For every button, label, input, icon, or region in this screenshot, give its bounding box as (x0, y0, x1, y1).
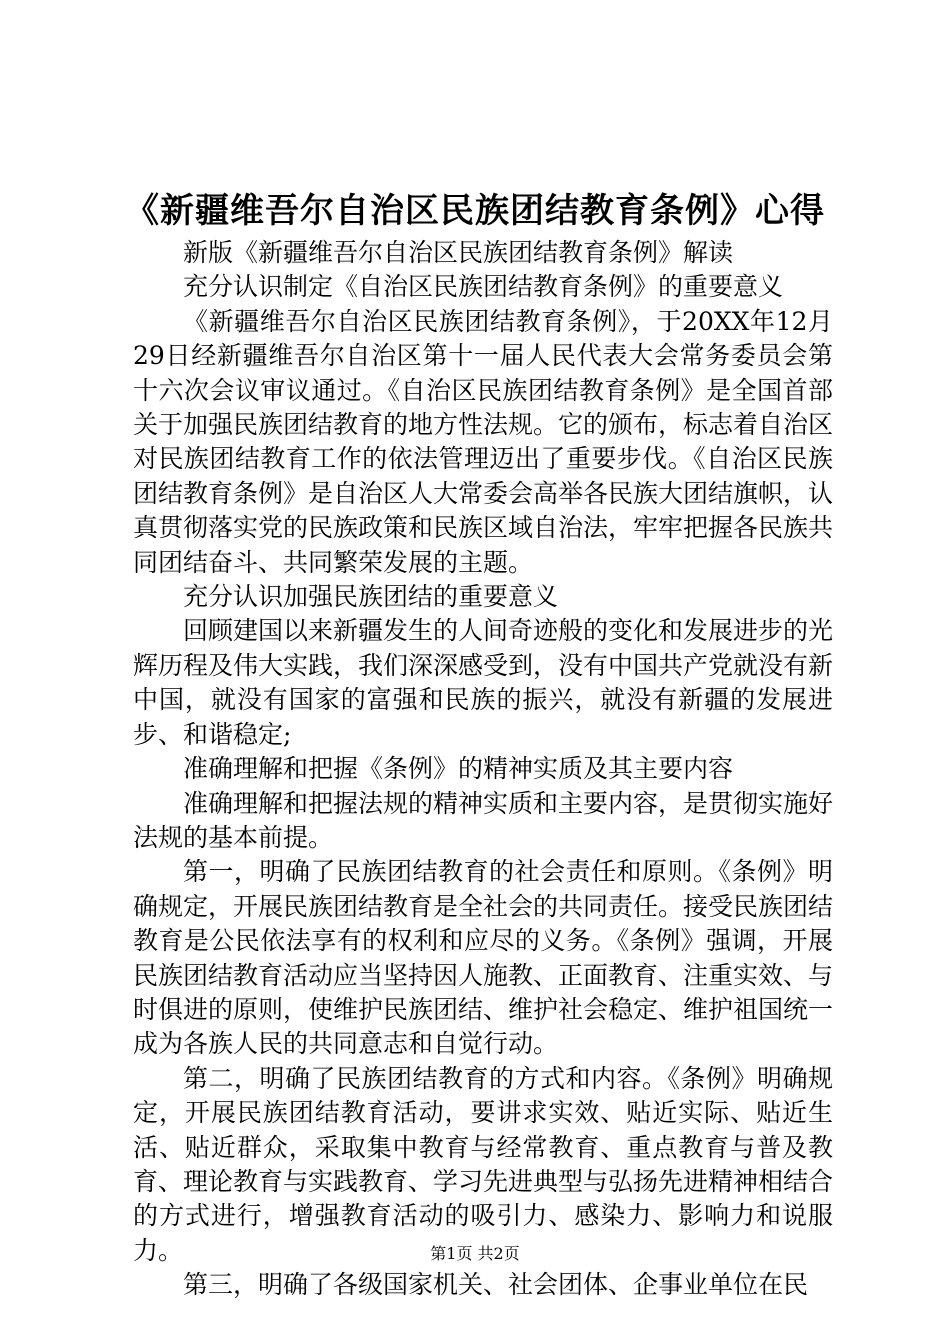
paragraph: 第二，明确了民族团结教育的方式和内容。《条例》明确规定，开展民族团结教育活动，要讲求实效、贴近实际、贴近生活、贴近群众，采取集中教育与经常教育、重点教育与普及教育、理论教育与实践教育、学习先进典型与弘扬先进精神相结合的方式进行，增强教育活动的吸引力、感染力、影响力和说服力。 (133, 1063, 834, 1265)
paragraph-heading: 充分认识加强民族团结的重要意义 (183, 582, 559, 612)
paragraph: 《新疆维吾尔自治区民族团结教育条例》，于20XX年12月29日经新疆维吾尔自治区第十一届人民代表大会常务委员会第十六次会议审议通过。《自治区民族团结教育条例》是全国首部关于加强民族团结教育的地方性法规。它的颁布，标志着自治区对民族团结教育工作的依法管理迈出了重要步伐。《自治区民族团结教育条例》是自治区人大常委会高举各民族大团结旗帜，认真贯彻落实党的民族政策和民族区域自治法，牢牢把握各民族共同团结奋斗、共同繁荣发展的主题。 (133, 306, 834, 577)
paragraph-heading: 新版《新疆维吾尔自治区民族团结教育条例》解读 (183, 238, 734, 267)
document-body (133, 236, 833, 1303)
paragraph: 准确理解和把握法规的精神实质和主要内容，是贯彻实施好法规的基本前提。 (133, 788, 834, 852)
paragraph-heading: 充分认识制定《自治区民族团结教育条例》的重要意义 (183, 272, 784, 302)
paragraph: 第一，明确了民族团结教育的社会责任和原则。《条例》明确规定，开展民族团结教育是全社会的共同责任。接受民族团结教育是公民依法享有的权利和应尽的义务。《条例》强调，开展民族团结教育活动应当坚持因人施教、正面教育、注重实效、与时俱进的原则，使维护民族团结、维护社会稳定、维护祖国统一成为各族人民的共同意志和自觉行动。 (133, 857, 834, 1059)
paragraph: 回顾建国以来新疆发生的人间奇迹般的变化和发展进步的光辉历程及伟大实践，我们深深感受到，没有中国共产党就没有新中国，就没有国家的富强和民族的振兴，就没有新疆的发展进步、和谐稳定; (133, 616, 834, 749)
paragraph-heading: 准确理解和把握《条例》的精神实质及其主要内容 (183, 754, 734, 784)
page-footer: 第1页 共2页 (430, 1244, 520, 1263)
document-title: 《新疆维吾尔自治区民族团结教育条例》心得 (125, 191, 825, 231)
paragraph: 第三，明确了各级国家机关、社会团体、企事业单位在民 (183, 1270, 809, 1300)
